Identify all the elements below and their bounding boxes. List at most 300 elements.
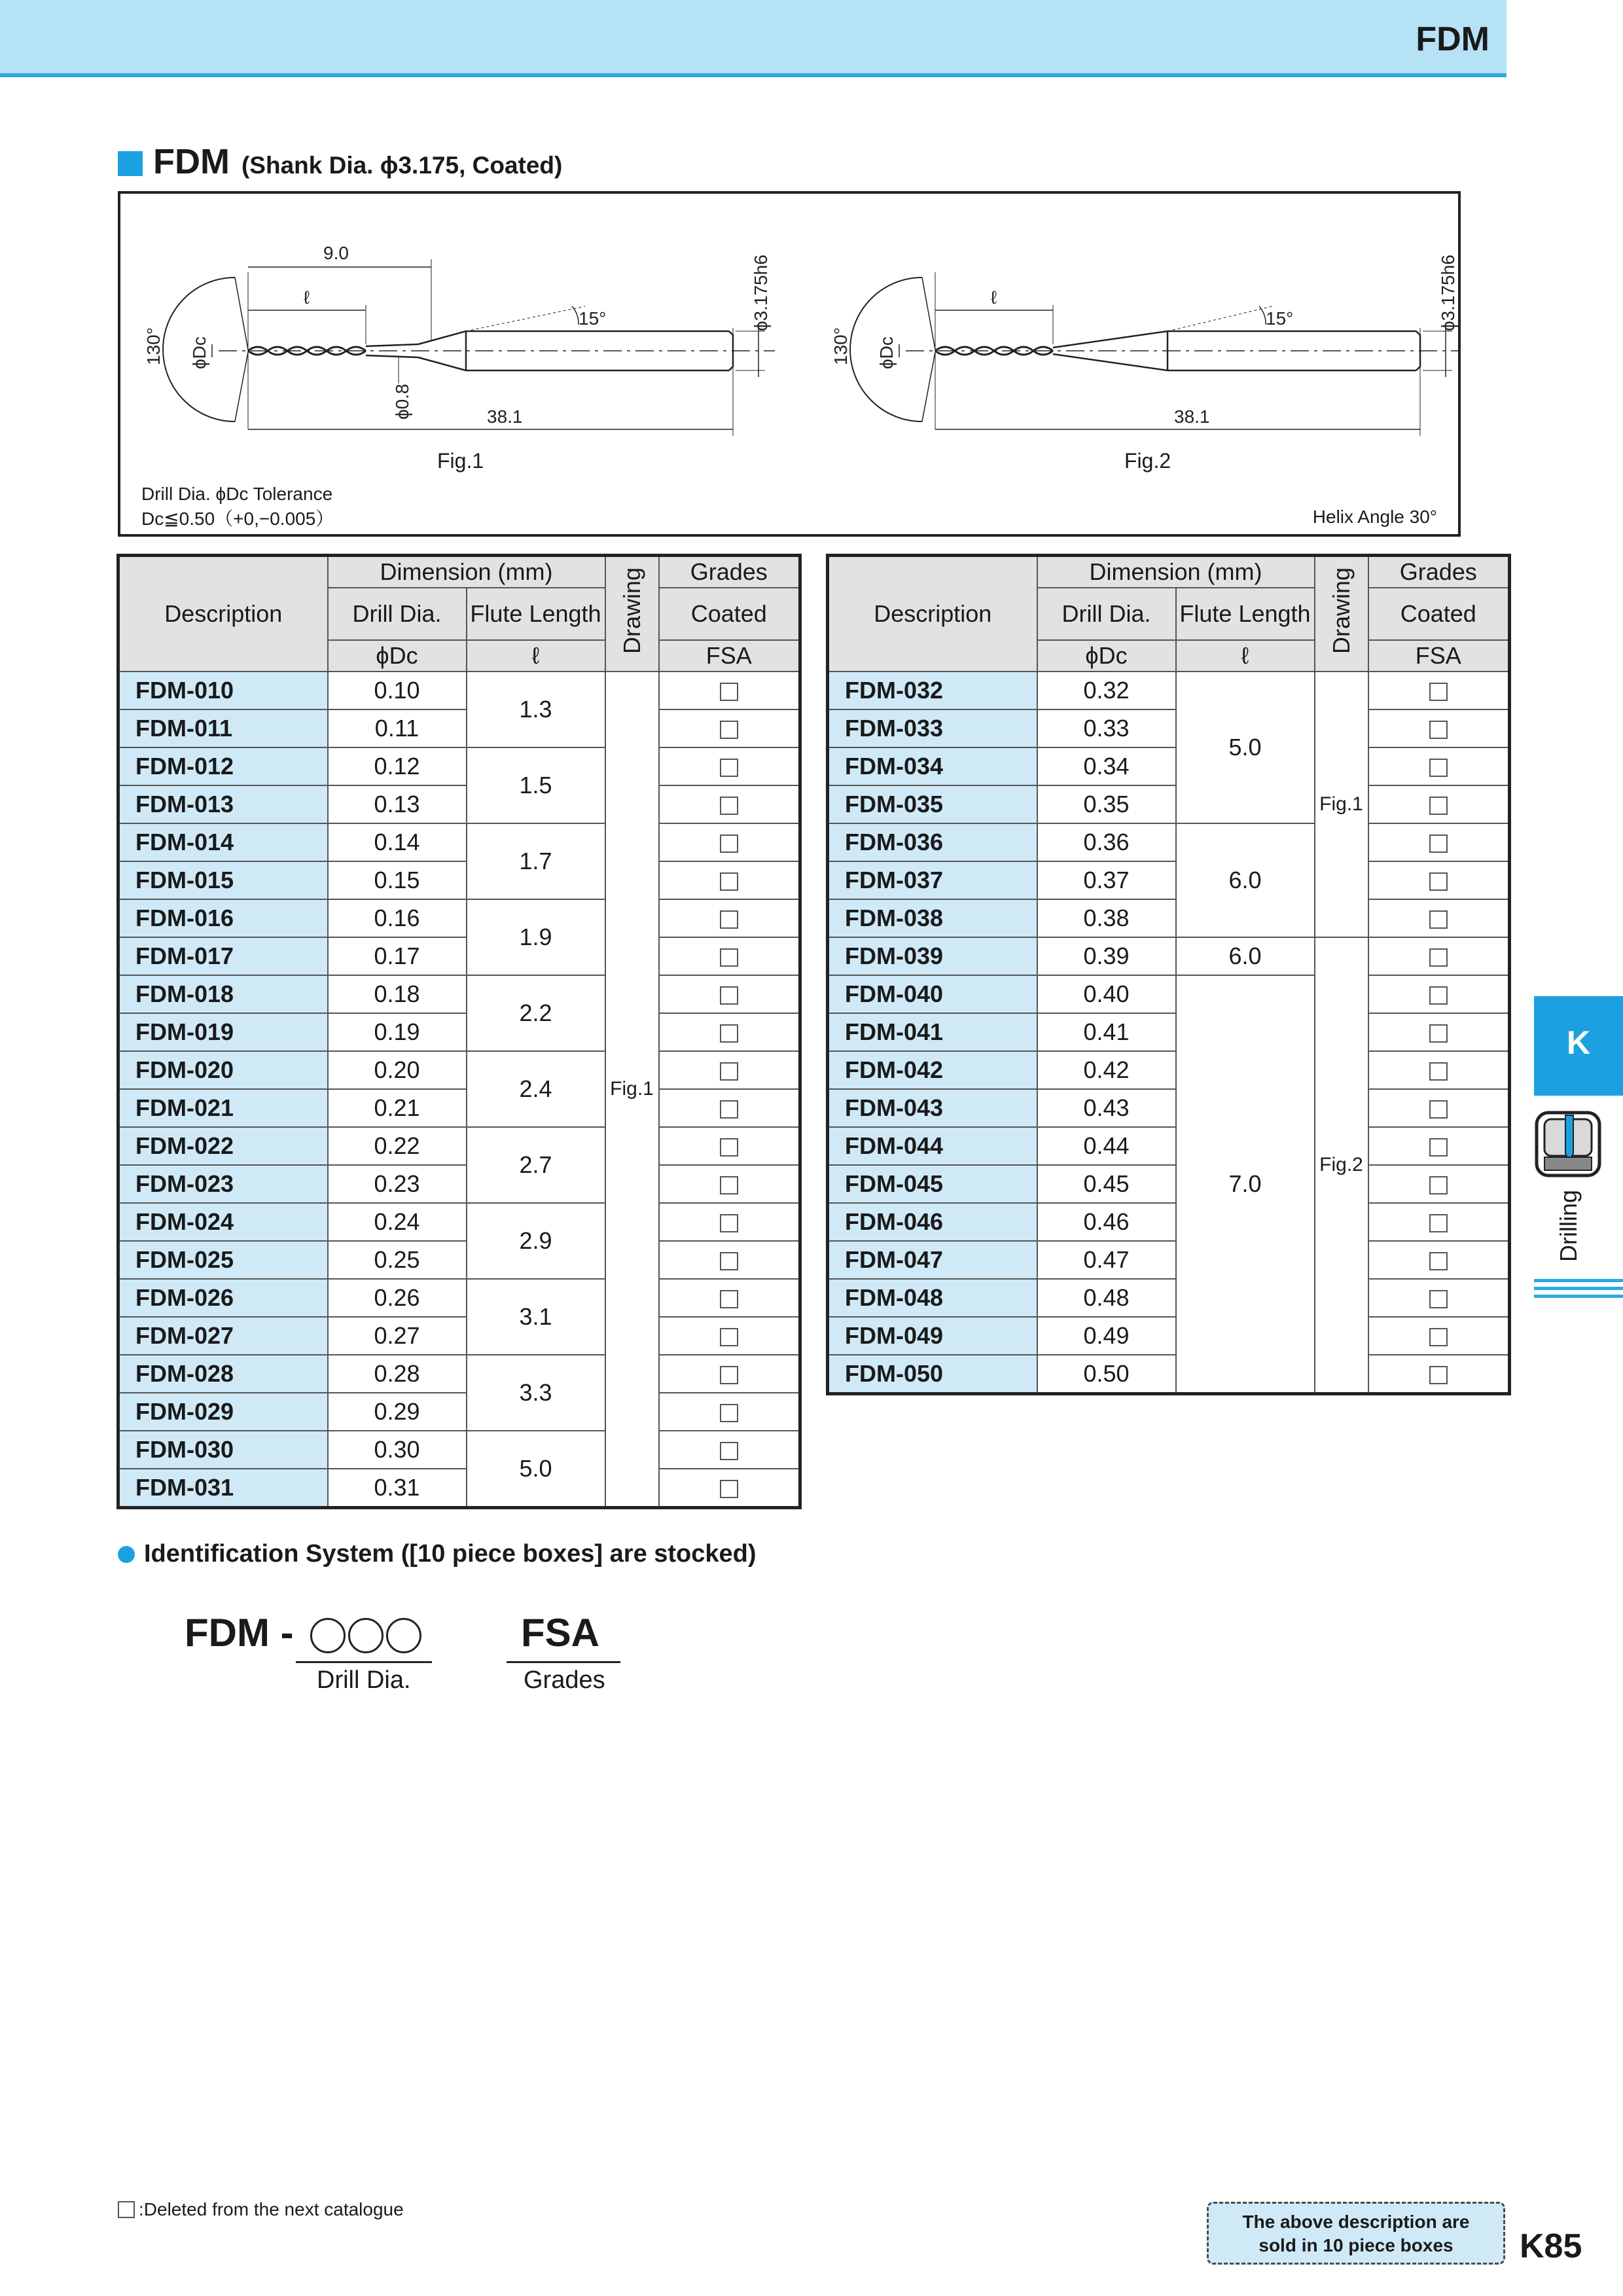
checkbox-icon [1429,1252,1448,1270]
cell-drill-dia: 0.39 [1037,937,1176,975]
cell-grade-fsa [1368,785,1510,823]
bullet-icon [118,1546,135,1563]
table-row [118,1279,800,1317]
cell-grade-fsa [659,672,800,709]
cell-description: FDM-035 [828,785,1037,823]
cell-grade-fsa [1368,747,1510,785]
cell-description: FDM-021 [118,1089,328,1127]
table-row [828,861,1510,899]
checkbox-icon [720,721,738,739]
spec-table-left [116,554,802,1509]
header-title: FDM [1416,20,1489,58]
cell-flute-length: 2.4 [467,1051,605,1127]
tolerance-value: Dc≦0.50（+0,−0.005） [141,509,334,529]
table-row [828,1013,1510,1051]
table-row [118,937,800,975]
code-grade: FSA [521,1611,599,1655]
cell-description: FDM-037 [828,861,1037,899]
checkbox-icon [1429,834,1448,853]
cell-grade-fsa [1368,1317,1510,1355]
table-row [828,1279,1510,1317]
col-grade-code: FSA [1368,640,1510,672]
cell-drill-dia: 0.50 [1037,1355,1176,1394]
cell-description: FDM-041 [828,1013,1037,1051]
section-square-icon [118,151,143,176]
cell-grade-fsa [1368,861,1510,899]
table-row [828,975,1510,1013]
cell-description: FDM-040 [828,975,1037,1013]
cell-grade-fsa [659,747,800,785]
cell-drill-dia: 0.17 [328,937,467,975]
cell-grade-fsa [659,861,800,899]
checkbox-icon [1429,1328,1448,1346]
cell-drawing: Fig.2 [1315,937,1368,1394]
table-row [828,1089,1510,1127]
cell-drawing: Fig.1 [1315,672,1368,937]
col-grades: Grades [1368,556,1510,588]
cell-description: FDM-028 [118,1355,328,1393]
fig1-dim-length: 38.1 [487,406,523,427]
cell-drill-dia: 0.48 [1037,1279,1176,1317]
fig2-angle-point: 130° [830,327,851,365]
cell-drill-dia: 0.46 [1037,1203,1176,1241]
fig2-angle-taper: 15° [1266,308,1294,329]
checkbox-icon [1429,721,1448,739]
cell-drill-dia: 0.13 [328,785,467,823]
cell-description: FDM-029 [118,1393,328,1431]
cell-drill-dia: 0.32 [1037,672,1176,709]
cell-description: FDM-012 [118,747,328,785]
checkbox-icon [1429,797,1448,815]
fig1-dim-neck: ϕ0.8 [392,384,412,420]
col-drill-dia: Drill Dia. [328,588,467,640]
cell-description: FDM-031 [118,1469,328,1508]
checkbox-icon [720,1442,738,1460]
checkbox-icon [1429,1176,1448,1194]
cell-grade-fsa [1368,975,1510,1013]
cell-drill-dia: 0.44 [1037,1127,1176,1165]
col-flute-symbol: ℓ [1176,640,1315,672]
col-description: Description [118,556,328,672]
checkbox-icon [720,910,738,929]
cell-grade-fsa [659,1241,800,1279]
checkbox-icon [720,1138,738,1157]
table-row [118,747,800,785]
cell-flute-length: 2.9 [467,1203,605,1279]
table-row [828,1241,1510,1279]
cell-drill-dia: 0.30 [328,1431,467,1469]
cell-grade-fsa [1368,1203,1510,1241]
cell-drill-dia: 0.22 [328,1127,467,1165]
cell-grade-fsa [1368,1355,1510,1394]
spec-table-right [826,554,1511,1395]
col-drill-dia: Drill Dia. [1037,588,1176,640]
cell-flute-length: 1.7 [467,823,605,899]
cell-grade-fsa [1368,1051,1510,1089]
checkbox-icon [720,1100,738,1119]
cell-description: FDM-030 [118,1431,328,1469]
cell-drill-dia: 0.14 [328,823,467,861]
code-prefix: FDM - [185,1611,294,1655]
checkbox-icon [1429,1366,1448,1384]
cell-description: FDM-033 [828,709,1037,747]
checkbox-icon [720,759,738,777]
col-flute-symbol: ℓ [467,640,605,672]
cell-grade-fsa [659,1431,800,1469]
cell-grade-fsa [659,1013,800,1051]
col-dimension: Dimension (mm) [1037,556,1315,588]
fig2-dim-flute: ℓ [991,287,997,308]
cell-grade-fsa [659,709,800,747]
cell-drill-dia: 0.34 [1037,747,1176,785]
drilling-label: Drilling [1555,1190,1582,1263]
cell-flute-length: 5.0 [467,1431,605,1508]
col-coated: Coated [1368,588,1510,640]
table-row [118,785,800,823]
cell-drill-dia: 0.28 [328,1355,467,1393]
table-row [118,899,800,937]
table-row [828,1051,1510,1089]
cell-grade-fsa [659,1279,800,1317]
cell-description: FDM-027 [118,1317,328,1355]
cell-flute-length: 5.0 [1176,672,1315,823]
cell-grade-fsa [1368,1241,1510,1279]
checkbox-icon [720,948,738,967]
fig1-dia-drill: ϕDc [189,336,209,369]
checkbox-icon [720,872,738,891]
drill-holder-icon [1534,1110,1602,1178]
table-row [828,899,1510,937]
header-band [0,0,1507,77]
cell-grade-fsa [1368,1165,1510,1203]
cell-grade-fsa [1368,1013,1510,1051]
cell-drill-dia: 0.24 [328,1203,467,1241]
checkbox-icon [720,1366,738,1384]
checkbox-icon [1429,910,1448,929]
cell-description: FDM-034 [828,747,1037,785]
cell-drill-dia: 0.20 [328,1051,467,1089]
code-placeholder-circles [310,1610,424,1655]
table-row [118,1089,800,1127]
table-row [828,823,1510,861]
cell-grade-fsa [659,1127,800,1165]
cell-drill-dia: 0.26 [328,1279,467,1317]
table-row [118,1127,800,1165]
fig1-drawing [163,259,775,436]
drill-underline [296,1661,432,1663]
cell-description: FDM-016 [118,899,328,937]
table-row [828,1165,1510,1203]
cell-drill-dia: 0.16 [328,899,467,937]
cell-description: FDM-013 [118,785,328,823]
cell-description: FDM-043 [828,1089,1037,1127]
cell-drill-dia: 0.45 [1037,1165,1176,1203]
cell-drill-dia: 0.12 [328,747,467,785]
fig1-caption: Fig.1 [437,449,484,473]
table-row [828,1355,1510,1394]
table-row [118,1317,800,1355]
cell-description: FDM-024 [118,1203,328,1241]
table-row [118,1013,800,1051]
col-grades: Grades [659,556,800,588]
cell-flute-length: 3.1 [467,1279,605,1355]
cell-description: FDM-017 [118,937,328,975]
col-flute-length: Flute Length [467,588,605,640]
col-coated: Coated [659,588,800,640]
col-dc-symbol: ϕDc [1037,640,1176,672]
grade-underline [507,1661,620,1663]
cell-drill-dia: 0.40 [1037,975,1176,1013]
cell-drill-dia: 0.37 [1037,861,1176,899]
right-table-body [828,672,1510,1394]
fig1-angle-point: 130° [143,327,164,365]
cell-description: FDM-014 [118,823,328,861]
checkbox-icon [1429,1214,1448,1232]
tab-stripes [1534,1279,1623,1302]
cell-flute-length: 2.2 [467,975,605,1051]
cell-drill-dia: 0.31 [328,1469,467,1508]
checkbox-icon [1429,1290,1448,1308]
table-row [118,1393,800,1431]
cell-grade-fsa [659,1089,800,1127]
cell-drill-dia: 0.27 [328,1317,467,1355]
table-row [118,1051,800,1089]
cell-grade-fsa [1368,823,1510,861]
circle-icon [386,1618,421,1653]
cell-grade-fsa [659,899,800,937]
cell-flute-length: 1.9 [467,899,605,975]
fig2-drawing [850,272,1458,436]
table-row [118,823,800,861]
cell-flute-length: 7.0 [1176,975,1315,1394]
grades-label: Grades [524,1666,605,1694]
cell-drill-dia: 0.42 [1037,1051,1176,1089]
box-note [1207,2202,1505,2265]
cell-description: FDM-039 [828,937,1037,975]
cell-description: FDM-025 [118,1241,328,1279]
cell-grade-fsa [659,1393,800,1431]
tolerance-note [141,482,334,531]
identification-title [118,1540,757,1568]
cell-drill-dia: 0.36 [1037,823,1176,861]
cell-description: FDM-026 [118,1279,328,1317]
drill-drawing-box [118,191,1461,537]
checkbox-icon [1429,872,1448,891]
cell-grade-fsa [1368,1089,1510,1127]
drill-dia-label: Drill Dia. [317,1666,411,1694]
checkbox-icon [720,683,738,701]
col-description: Description [828,556,1037,672]
cell-description: FDM-036 [828,823,1037,861]
checkbox-icon [1429,1024,1448,1043]
cell-description: FDM-022 [118,1127,328,1165]
col-dimension: Dimension (mm) [328,556,605,588]
cell-drill-dia: 0.49 [1037,1317,1176,1355]
cell-grade-fsa [1368,937,1510,975]
cell-drill-dia: 0.19 [328,1013,467,1051]
cell-drill-dia: 0.41 [1037,1013,1176,1051]
tolerance-title: Drill Dia. ϕDc Tolerance [141,484,333,504]
cell-grade-fsa [659,1317,800,1355]
cell-description: FDM-045 [828,1165,1037,1203]
cell-grade-fsa [659,1203,800,1241]
cell-description: FDM-020 [118,1051,328,1089]
cell-flute-length: 3.3 [467,1355,605,1431]
checkbox-icon [1429,948,1448,967]
cell-grade-fsa [659,1051,800,1089]
cell-description: FDM-047 [828,1241,1037,1279]
deleted-note [118,2199,404,2220]
checkbox-icon [720,1024,738,1043]
box-note-line1: The above description are [1242,2212,1470,2232]
cell-description: FDM-046 [828,1203,1037,1241]
fig2-dia-shank: ϕ3.175h6 [1438,255,1458,331]
cell-description: FDM-050 [828,1355,1037,1394]
checkbox-icon [118,2201,135,2218]
cell-drill-dia: 0.43 [1037,1089,1176,1127]
cell-description: FDM-011 [118,709,328,747]
cell-grade-fsa [1368,1127,1510,1165]
cell-drill-dia: 0.47 [1037,1241,1176,1279]
cell-description: FDM-010 [118,672,328,709]
cell-grade-fsa [1368,1279,1510,1317]
checkbox-icon [720,1480,738,1498]
table-row [118,1431,800,1469]
section-main-title: FDM [153,142,230,181]
table-row [118,1241,800,1279]
cell-grade-fsa [659,1355,800,1393]
table-row [828,709,1510,747]
cell-grade-fsa [1368,899,1510,937]
cell-description: FDM-044 [828,1127,1037,1165]
box-note-line2: sold in 10 piece boxes [1258,2235,1454,2255]
circle-icon [310,1618,346,1653]
checkbox-icon [720,1404,738,1422]
checkbox-icon [720,1328,738,1346]
cell-drill-dia: 0.15 [328,861,467,899]
table-row [828,672,1510,709]
col-grade-code: FSA [659,640,800,672]
section-subtitle: (Shank Dia. ϕ3.175, Coated) [241,152,563,179]
cell-flute-length: 1.5 [467,747,605,823]
cell-drill-dia: 0.25 [328,1241,467,1279]
checkbox-icon [720,1062,738,1081]
cell-flute-length: 6.0 [1176,937,1315,975]
cell-drill-dia: 0.18 [328,975,467,1013]
checkbox-icon [1429,1100,1448,1119]
deleted-note-text: :Deleted from the next catalogue [139,2199,404,2219]
cell-grade-fsa [1368,672,1510,709]
helix-angle: Helix Angle 30° [1312,507,1437,527]
table-row [118,672,800,709]
fig2-dia-drill: ϕDc [876,336,897,369]
cell-drill-dia: 0.38 [1037,899,1176,937]
col-flute-length: Flute Length [1176,588,1315,640]
cell-grade-fsa [659,823,800,861]
table-row [118,1355,800,1393]
cell-description: FDM-032 [828,672,1037,709]
section-title [118,141,562,182]
table-row [118,861,800,899]
cell-description: FDM-042 [828,1051,1037,1089]
checkbox-icon [720,986,738,1005]
cell-drill-dia: 0.10 [328,672,467,709]
fig2-caption: Fig.2 [1124,449,1171,473]
table-row [118,1165,800,1203]
fig2-dim-length: 38.1 [1174,406,1210,427]
table-row [118,709,800,747]
checkbox-icon [1429,1138,1448,1157]
checkbox-icon [720,834,738,853]
circle-icon [348,1618,383,1653]
cell-flute-length: 2.7 [467,1127,605,1203]
cell-description: FDM-038 [828,899,1037,937]
page-number: K85 [1520,2227,1582,2265]
fig1-angle-taper: 15° [579,308,607,329]
table-row [828,1317,1510,1355]
table-row [828,785,1510,823]
table-row [118,1203,800,1241]
cell-drawing: Fig.1 [605,672,659,1508]
cell-grade-fsa [659,1469,800,1508]
checkbox-icon [1429,1062,1448,1081]
col-drawing: Drawing [1315,556,1368,672]
table-row [118,1469,800,1508]
cell-grade-fsa [1368,709,1510,747]
checkbox-icon [1429,683,1448,701]
cell-drill-dia: 0.35 [1037,785,1176,823]
checkbox-icon [720,1252,738,1270]
table-row [828,747,1510,785]
cell-grade-fsa [659,975,800,1013]
cell-drill-dia: 0.21 [328,1089,467,1127]
fig1-dia-shank: ϕ3.175h6 [751,255,771,331]
cell-description: FDM-048 [828,1279,1037,1317]
identification-title-text: Identification System ([10 piece boxes] are stocked) [144,1540,757,1568]
checkbox-icon [720,1290,738,1308]
fig1-dim-overall: 9.0 [323,243,349,263]
col-dc-symbol: ϕDc [328,640,467,672]
table-row [118,975,800,1013]
cell-description: FDM-019 [118,1013,328,1051]
col-drawing: Drawing [605,556,659,672]
section-tab-k[interactable] [1534,996,1623,1096]
cell-description: FDM-018 [118,975,328,1013]
fig1-dim-flute: ℓ [304,287,310,308]
table-row [828,1203,1510,1241]
cell-description: FDM-015 [118,861,328,899]
cell-grade-fsa [659,1165,800,1203]
cell-grade-fsa [659,785,800,823]
cell-drill-dia: 0.33 [1037,709,1176,747]
table-row [828,937,1510,975]
cell-description: FDM-049 [828,1317,1037,1355]
checkbox-icon [1429,986,1448,1005]
table-row [828,1127,1510,1165]
left-table-body [118,672,800,1508]
checkbox-icon [720,1214,738,1232]
section-tab-letter: K [1566,1024,1591,1061]
cell-drill-dia: 0.29 [328,1393,467,1431]
cell-description: FDM-023 [118,1165,328,1203]
checkbox-icon [720,797,738,815]
checkbox-icon [1429,759,1448,777]
cell-drill-dia: 0.23 [328,1165,467,1203]
cell-flute-length: 1.3 [467,672,605,747]
cell-drill-dia: 0.11 [328,709,467,747]
cell-grade-fsa [659,937,800,975]
checkbox-icon [720,1176,738,1194]
